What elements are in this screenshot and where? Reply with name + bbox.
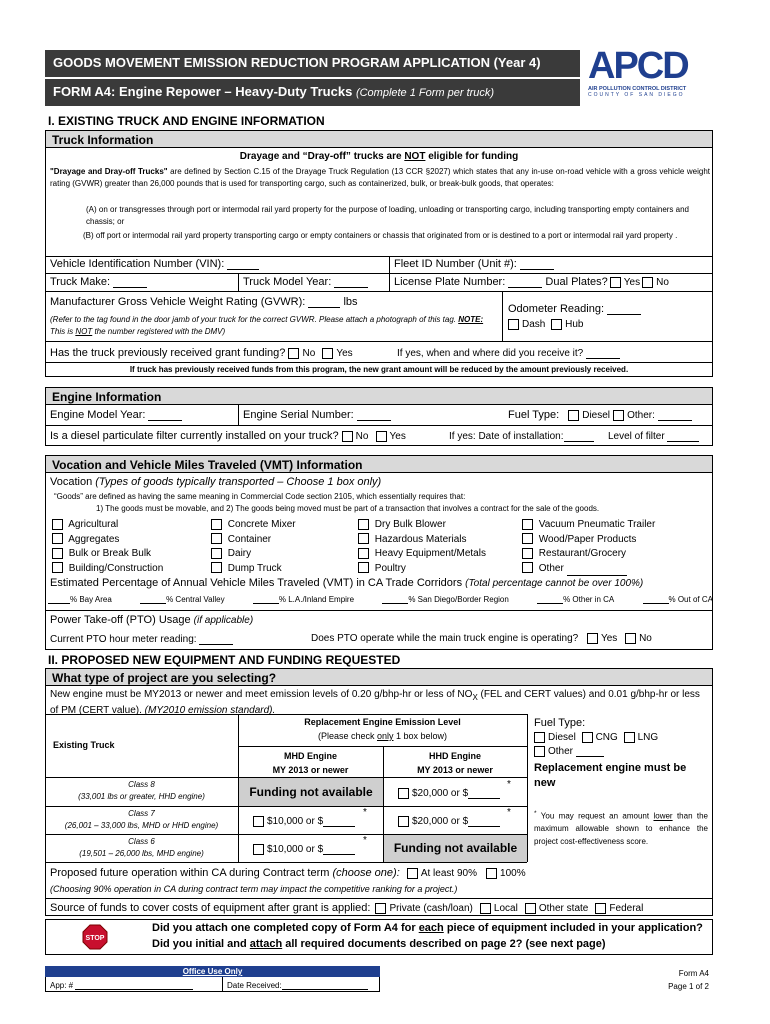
goods-requirements: 1) The goods must be movable, and 2) The goods being moved must be part of a transaction that involves a contract for the sale of the goods. bbox=[96, 504, 600, 513]
vocation-option[interactable]: Building/Construction bbox=[52, 562, 163, 577]
gvwr-field[interactable]: Manufacturer Gross Vehicle Weight Rating (GVWR): lbs bbox=[50, 296, 358, 308]
apcd-logo: APCD AIR POLLUTION CONTROL DISTRICT COUNTY OF SAN DIEGO bbox=[588, 45, 688, 98]
filter-level-field[interactable]: Level of filter bbox=[608, 431, 699, 442]
replacement-new-note: Replacement engine must be new bbox=[534, 762, 687, 789]
star-marker: * bbox=[507, 807, 511, 818]
vocation-option[interactable]: Aggregates bbox=[52, 533, 163, 548]
vocation-col-1 bbox=[52, 518, 163, 576]
pto-hours-field[interactable]: Current PTO hour meter reading: bbox=[50, 634, 233, 645]
star-marker: * bbox=[363, 807, 367, 818]
vocation-option[interactable]: Dry Bulk Blower bbox=[358, 518, 486, 533]
odometer-field[interactable]: Odometer Reading: bbox=[508, 303, 641, 315]
class-6-label: Class 6 (19,501 – 26,000 lbs, MHD engine) bbox=[79, 837, 204, 858]
form-title: FORM A4: Engine Repower – Heavy-Duty Trucks (Complete 1 Form per truck) bbox=[45, 79, 580, 106]
vmt-fields bbox=[48, 595, 713, 604]
grant-question: Has the truck previously received grant funding? No Yes bbox=[50, 347, 353, 359]
vmt-field[interactable]: % San Diego/Border Region bbox=[382, 595, 509, 604]
class-8-label: Class 8 (33,001 lbs or greater, HHD engine) bbox=[78, 780, 205, 801]
fuel-other-option[interactable]: Other bbox=[534, 746, 604, 757]
src-other-state-checkbox[interactable] bbox=[525, 903, 536, 914]
dual-no-checkbox[interactable] bbox=[642, 277, 653, 288]
goods-definition: “Goods” are defined as having the same meaning in Commercial Code section 2105, which essentially requires that: bbox=[54, 492, 466, 501]
odometer-type: Dash Hub bbox=[508, 319, 584, 330]
grant-note: If truck has previously received funds from this program, the new grant amount will be reduced by the amount previously received. bbox=[129, 365, 629, 374]
fuel-lng-checkbox[interactable] bbox=[624, 732, 635, 743]
vmt-field[interactable]: % Central Valley bbox=[140, 595, 225, 604]
office-use-header: Office Use Only bbox=[45, 966, 380, 977]
dpf-date-field[interactable]: If yes: Date of installation: bbox=[449, 431, 594, 442]
class-8-mhd-na: Funding not available bbox=[239, 778, 383, 806]
stop-question-1: Did you attach one completed copy of Form A4 for each piece of equipment included in your application? bbox=[152, 922, 703, 934]
vocation-col-4 bbox=[522, 518, 655, 576]
operation-note: (Choosing 90% operation in CA during contract term may impact the competitive ranking for a project.) bbox=[50, 884, 458, 894]
project-heading: What type of project are you selecting? bbox=[45, 668, 713, 686]
vocation-option[interactable]: Other bbox=[522, 562, 655, 577]
gvwr-note: (Refer to the tag found in the door jamb of your truck for the correct GVWR. Please attach a photograph of this tag. NOTE: This is NOT the number registered with the DMV) bbox=[50, 315, 484, 336]
engine-info-heading: Engine Information bbox=[45, 387, 713, 405]
truck-make-field[interactable]: Truck Make: bbox=[50, 276, 147, 288]
pto-no-checkbox[interactable] bbox=[625, 633, 636, 644]
vmt-label: Estimated Percentage of Annual Vehicle Miles Traveled (VMT) in CA Trade Corridors (Total percentage cannot be over 100%) bbox=[50, 577, 644, 589]
pto-label: Power Take-off (PTO) Usage (if applicable) bbox=[50, 614, 254, 626]
vocation-label: Vocation (Types of goods typically transported – Choose 1 box only) bbox=[50, 476, 382, 488]
dual-yes-checkbox[interactable] bbox=[610, 277, 621, 288]
stop-question-2: Did you initial and attach all required documents described on page 2? (see next page) bbox=[152, 938, 606, 950]
grant-yes-checkbox[interactable] bbox=[322, 348, 333, 359]
grant-when-field[interactable]: If yes, when and where did you receive it? bbox=[397, 348, 620, 359]
program-title: GOODS MOVEMENT EMISSION REDUCTION PROGRAM APPLICATION (Year 4) bbox=[45, 50, 580, 77]
engine-requirements: New engine must be MY2013 or newer and meet emission levels of 0.20 g/bhp-hr or less of $NO_X$ (FEL and CERT values) and 0.01 g/bhp-hr or less of PM (CERT value). (MY2010 emission standard). bbox=[50, 689, 700, 716]
existing-truck-header: Existing Truck bbox=[53, 740, 115, 750]
drayage-heading: Drayage and “Dray-off” trucks are NOT eligible for funding bbox=[239, 151, 519, 162]
vocation-col-2 bbox=[211, 518, 296, 576]
vocation-option[interactable]: Concrete Mixer bbox=[211, 518, 296, 533]
vocation-option[interactable]: Vacuum Pneumatic Trailer bbox=[522, 518, 655, 533]
engine-fuel-type: Fuel Type: Diesel Other: bbox=[508, 409, 692, 421]
class-7-mhd-option[interactable]: $10,000 or $ bbox=[253, 816, 355, 827]
dpf-no-checkbox[interactable] bbox=[342, 431, 353, 442]
class-6-hhd-na: Funding not available bbox=[384, 835, 527, 862]
vocation-col-3 bbox=[358, 518, 486, 576]
vocation-option[interactable]: Wood/Paper Products bbox=[522, 533, 655, 548]
dpf-question: Is a diesel particulate filter currently installed on your truck? No Yes bbox=[50, 430, 406, 442]
fuel-diesel-checkbox[interactable] bbox=[534, 732, 545, 743]
src-private-checkbox[interactable] bbox=[375, 903, 386, 914]
class-7-hhd-option[interactable]: $20,000 or $ bbox=[398, 816, 500, 827]
star-marker: * bbox=[363, 835, 367, 846]
license-plate-field[interactable]: License Plate Number: Dual Plates? Yes No bbox=[394, 276, 669, 288]
svg-text:STOP: STOP bbox=[85, 935, 105, 942]
truck-model-year-field[interactable]: Truck Model Year: bbox=[243, 276, 368, 288]
hhd-header: HHD Engine MY 2013 or newer bbox=[417, 751, 493, 775]
fleet-id-field[interactable]: Fleet ID Number (Unit #): bbox=[394, 258, 554, 270]
vocation-option[interactable]: Dump Truck bbox=[211, 562, 296, 577]
vocation-option[interactable]: Container bbox=[211, 533, 296, 548]
engine-model-year-field[interactable]: Engine Model Year: bbox=[50, 409, 182, 421]
vocation-option[interactable]: Heavy Equipment/Metals bbox=[358, 547, 486, 562]
vocation-option[interactable]: Bulk or Break Bulk bbox=[52, 547, 163, 562]
check-only-note: (Please check only 1 box below) bbox=[317, 731, 448, 741]
new-fuel-type-label: Fuel Type: bbox=[534, 717, 586, 729]
op-100-checkbox[interactable] bbox=[486, 868, 497, 879]
drayage-def-b: (B) off port or intermodal rail yard property transporting cargo or empty containers or chassis that originated from or is destined to a port or intermodal rail yard property . bbox=[83, 231, 678, 240]
vocation-option[interactable]: Dairy bbox=[211, 547, 296, 562]
vmt-field[interactable]: % Bay Area bbox=[48, 595, 112, 604]
engine-serial-field[interactable]: Engine Serial Number: bbox=[243, 409, 391, 421]
fuel-cng-checkbox[interactable] bbox=[582, 732, 593, 743]
stop-sign-icon bbox=[82, 924, 108, 950]
class-7-label: Class 7 (26,001 – 33,000 lbs, MHD or HHD engine) bbox=[64, 809, 219, 830]
hub-checkbox[interactable] bbox=[551, 319, 562, 330]
star-marker: * bbox=[507, 779, 511, 790]
funds-source-question: Source of funds to cover costs of equipment after grant is applied: Private (cash/loan) Local Other state Federal bbox=[50, 902, 644, 914]
drayage-definition: "Drayage and Dray-off Trucks" are defined by Section C.15 of the Drayage Truck Regulation (13 CCR §2027) which states that any in-use on-road vehicle with a gross vehicle weight rating (GVWR) greater than 26,000 pounds that is used for transporting cargo, such as containerized, bulk, or break-bulk goods, that operates: bbox=[50, 167, 711, 188]
mhd-header: MHD Engine MY 2013 or newer bbox=[272, 751, 349, 775]
pto-question: Does PTO operate while the main truck engine is operating? Yes No bbox=[311, 633, 652, 645]
vmt-field[interactable]: % Other in CA bbox=[537, 595, 614, 604]
vocation-option[interactable]: Poultry bbox=[358, 562, 486, 577]
drayage-def-a: (A) on or transgresses through port or intermodal rail yard property for the purpose of loading, unloading or transporting cargo, including transporting empty containers and chassis; or bbox=[86, 205, 689, 226]
section-2-title: II. PROPOSED NEW EQUIPMENT AND FUNDING REQUESTED bbox=[48, 653, 401, 667]
vocation-heading: Vocation and Vehicle Miles Traveled (VMT) Information bbox=[45, 455, 713, 473]
dpf-yes-checkbox[interactable] bbox=[376, 431, 387, 442]
dash-checkbox[interactable] bbox=[508, 319, 519, 330]
vocation-option[interactable]: Hazardous Materials bbox=[358, 533, 486, 548]
truck-info-heading: Truck Information bbox=[45, 130, 713, 148]
class-6-mhd-option[interactable]: $10,000 or $ bbox=[253, 844, 355, 855]
date-received-field: Date Received: bbox=[227, 981, 368, 990]
app-number-field: App: # bbox=[50, 981, 193, 990]
src-federal-checkbox[interactable] bbox=[595, 903, 606, 914]
vocation-option[interactable]: Restaurant/Grocery bbox=[522, 547, 655, 562]
vmt-field[interactable]: % L.A./Inland Empire bbox=[253, 595, 354, 604]
pto-yes-checkbox[interactable] bbox=[587, 633, 598, 644]
form-page-footer: Form A4 Page 1 of 2 bbox=[668, 969, 709, 991]
vocation-option[interactable]: Agricultural bbox=[52, 518, 163, 533]
vmt-field[interactable]: % Out of CA bbox=[643, 595, 713, 604]
op-90-checkbox[interactable] bbox=[407, 868, 418, 879]
grant-no-checkbox[interactable] bbox=[288, 348, 299, 359]
section-1-title: I. EXISTING TRUCK AND ENGINE INFORMATION bbox=[48, 114, 325, 128]
engine-other-checkbox[interactable] bbox=[613, 410, 624, 421]
vin-field[interactable]: Vehicle Identification Number (VIN): bbox=[50, 258, 259, 270]
engine-diesel-checkbox[interactable] bbox=[568, 410, 579, 421]
new-fuel-options: Diesel CNG LNG bbox=[534, 732, 658, 743]
src-local-checkbox[interactable] bbox=[480, 903, 491, 914]
lower-amount-note: * You may request an amount lower than the maximum allowable shown to enhance the project cost-effectiveness score. bbox=[534, 810, 708, 846]
replacement-level-header: Replacement Engine Emission Level bbox=[304, 717, 461, 727]
class-8-hhd-option[interactable]: $20,000 or $ bbox=[398, 788, 500, 799]
operation-question: Proposed future operation within CA during Contract term (choose one): At least 90% 100% bbox=[50, 867, 526, 879]
